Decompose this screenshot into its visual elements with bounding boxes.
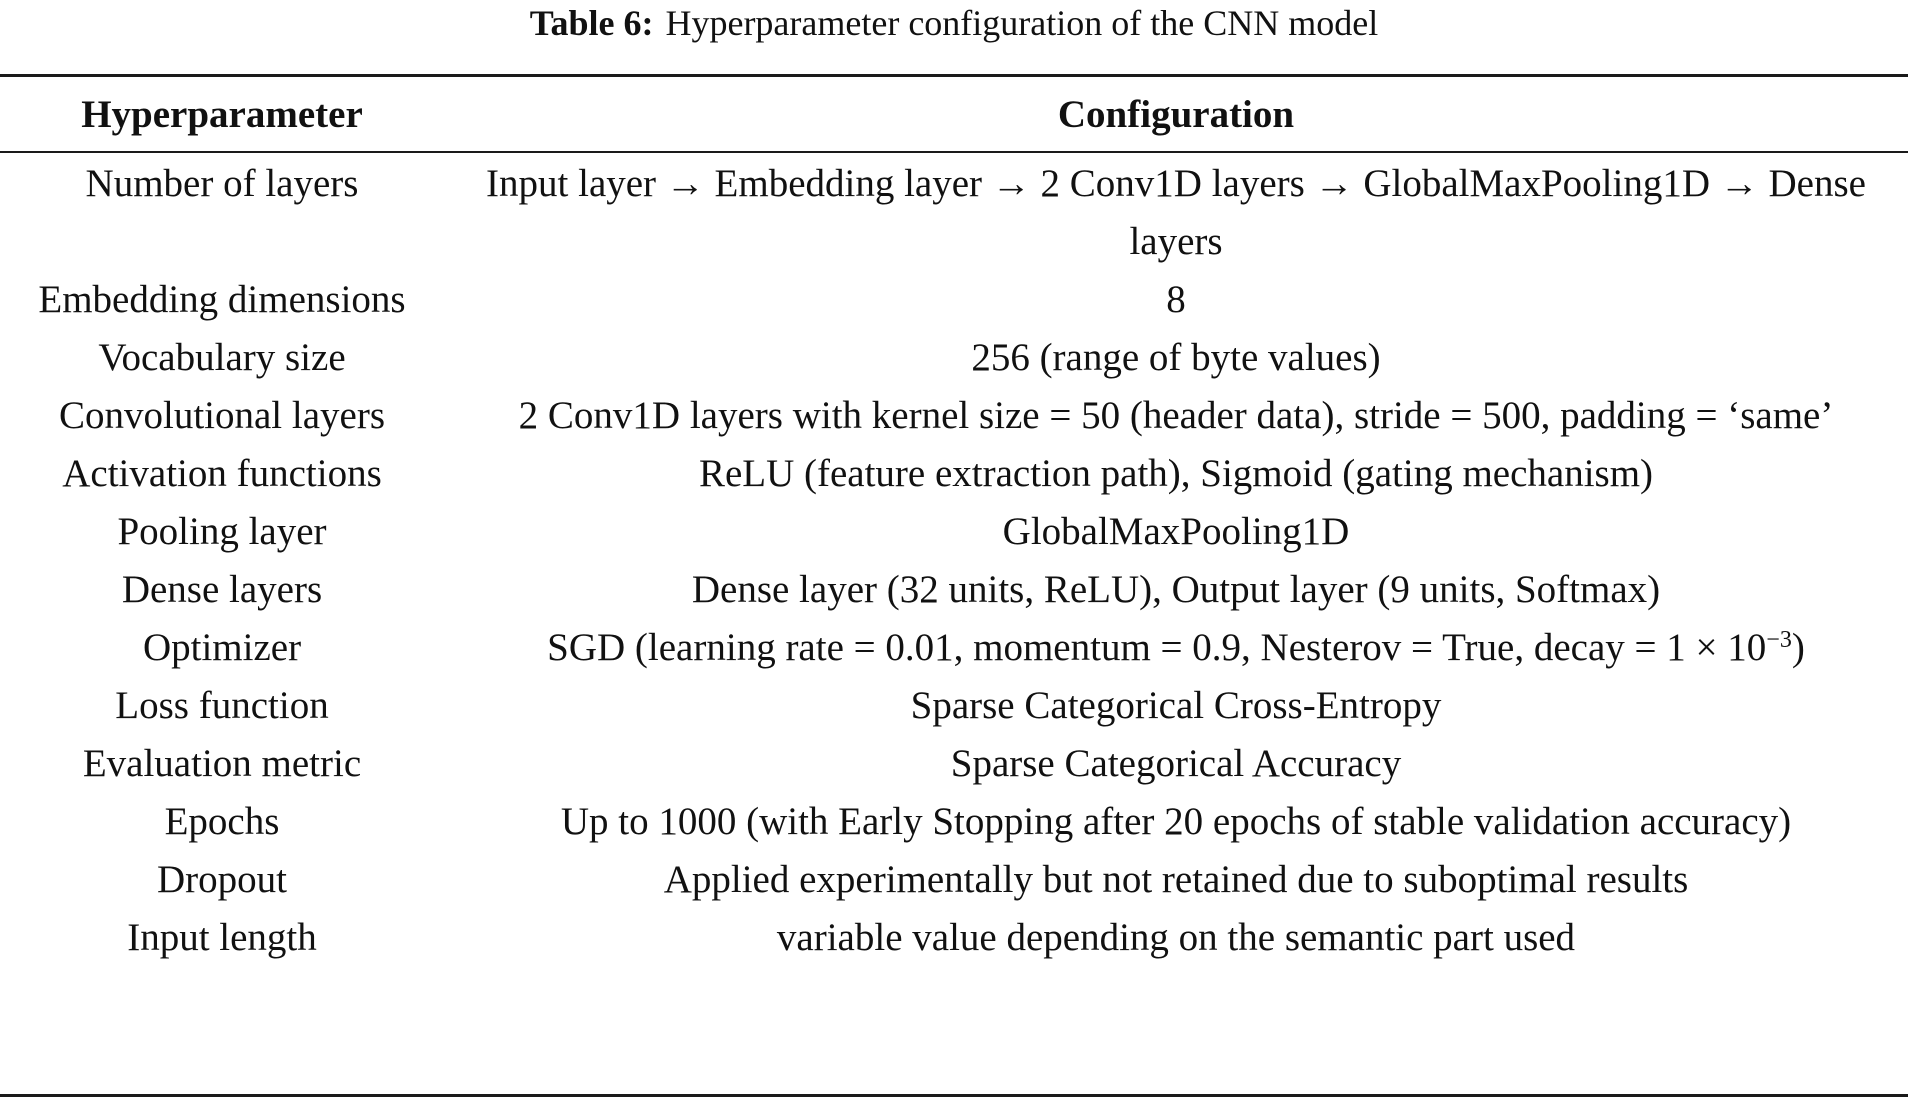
param-cell: Evaluation metric: [82, 742, 362, 785]
table-row: [0, 271, 1908, 329]
param-cell: Convolutional layers: [58, 394, 386, 437]
param-cell: Activation functions: [62, 452, 382, 495]
config-cell: Dense layer (32 units, ReLU), Output layer (9 units, Softmax): [691, 568, 1661, 611]
table-row: [0, 735, 1908, 793]
config-cell: [444, 619, 1908, 677]
param-cell: Dense layers: [121, 568, 323, 611]
config-power-base: 10: [1727, 626, 1767, 669]
config-cell: GlobalMaxPooling1D: [1002, 510, 1350, 553]
config-cell: 8: [1166, 278, 1186, 321]
config-power: [1727, 626, 1805, 669]
header-configuration: Configuration: [1057, 93, 1295, 136]
config-cell: Input layer → Embedding layer → 2 Conv1D layers → GlobalMaxPooling1D → Dense layers: [486, 162, 1866, 263]
table-row: [0, 619, 1908, 677]
param-cell: Pooling layer: [117, 510, 327, 553]
table-row: [0, 793, 1908, 851]
param-cell: Dropout: [157, 858, 287, 901]
table-row: [0, 147, 1908, 271]
table-row: [0, 851, 1908, 909]
param-cell: Vocabulary size: [98, 336, 346, 379]
table-caption-text: Hyperparameter configuration of the CNN model: [665, 3, 1379, 43]
param-cell: Optimizer: [142, 626, 302, 669]
param-cell: Epochs: [164, 800, 280, 843]
param-cell: Embedding dimensions: [38, 278, 406, 321]
config-power-exponent: −3: [1766, 626, 1792, 653]
hyperparameter-table: [0, 83, 1908, 967]
param-cell: Number of layers: [85, 162, 359, 205]
config-cell: 2 Conv1D layers with kernel size = 50 (header data), stride = 500, padding = ‘same’: [518, 394, 1834, 437]
config-cell: Sparse Categorical Cross-Entropy: [910, 684, 1442, 727]
table-row: [0, 909, 1908, 967]
config-cell: Sparse Categorical Accuracy: [950, 742, 1402, 785]
config-cell: Applied experimentally but not retained due to suboptimal results: [663, 858, 1689, 901]
table-top-rule: [0, 74, 1908, 77]
param-cell: Input length: [127, 916, 317, 959]
table-caption: [0, 0, 1908, 46]
table-row: [0, 677, 1908, 735]
config-cell: Up to 1000 (with Early Stopping after 20 epochs of stable validation accuracy): [560, 800, 1792, 843]
table-row: [0, 329, 1908, 387]
table-bottom-rule: [0, 1094, 1908, 1097]
table-caption-label: Table 6:: [529, 3, 654, 43]
table-row: [0, 387, 1908, 445]
config-closing-paren: ): [1791, 626, 1805, 669]
header-hyperparameter: Hyperparameter: [81, 93, 363, 136]
table-row: [0, 503, 1908, 561]
config-cell: ReLU (feature extraction path), Sigmoid (gating mechanism): [698, 452, 1654, 495]
param-cell: Loss function: [115, 684, 329, 727]
config-cell: 256 (range of byte values): [971, 336, 1381, 379]
table-header-row: [0, 83, 1908, 147]
config-cell: variable value depending on the semantic part used: [776, 916, 1576, 959]
table-row: [0, 445, 1908, 503]
config-text: SGD (learning rate = 0.01, momentum = 0.9, Nesterov = True, decay = 1 ×: [547, 626, 1718, 669]
table-row: [0, 561, 1908, 619]
